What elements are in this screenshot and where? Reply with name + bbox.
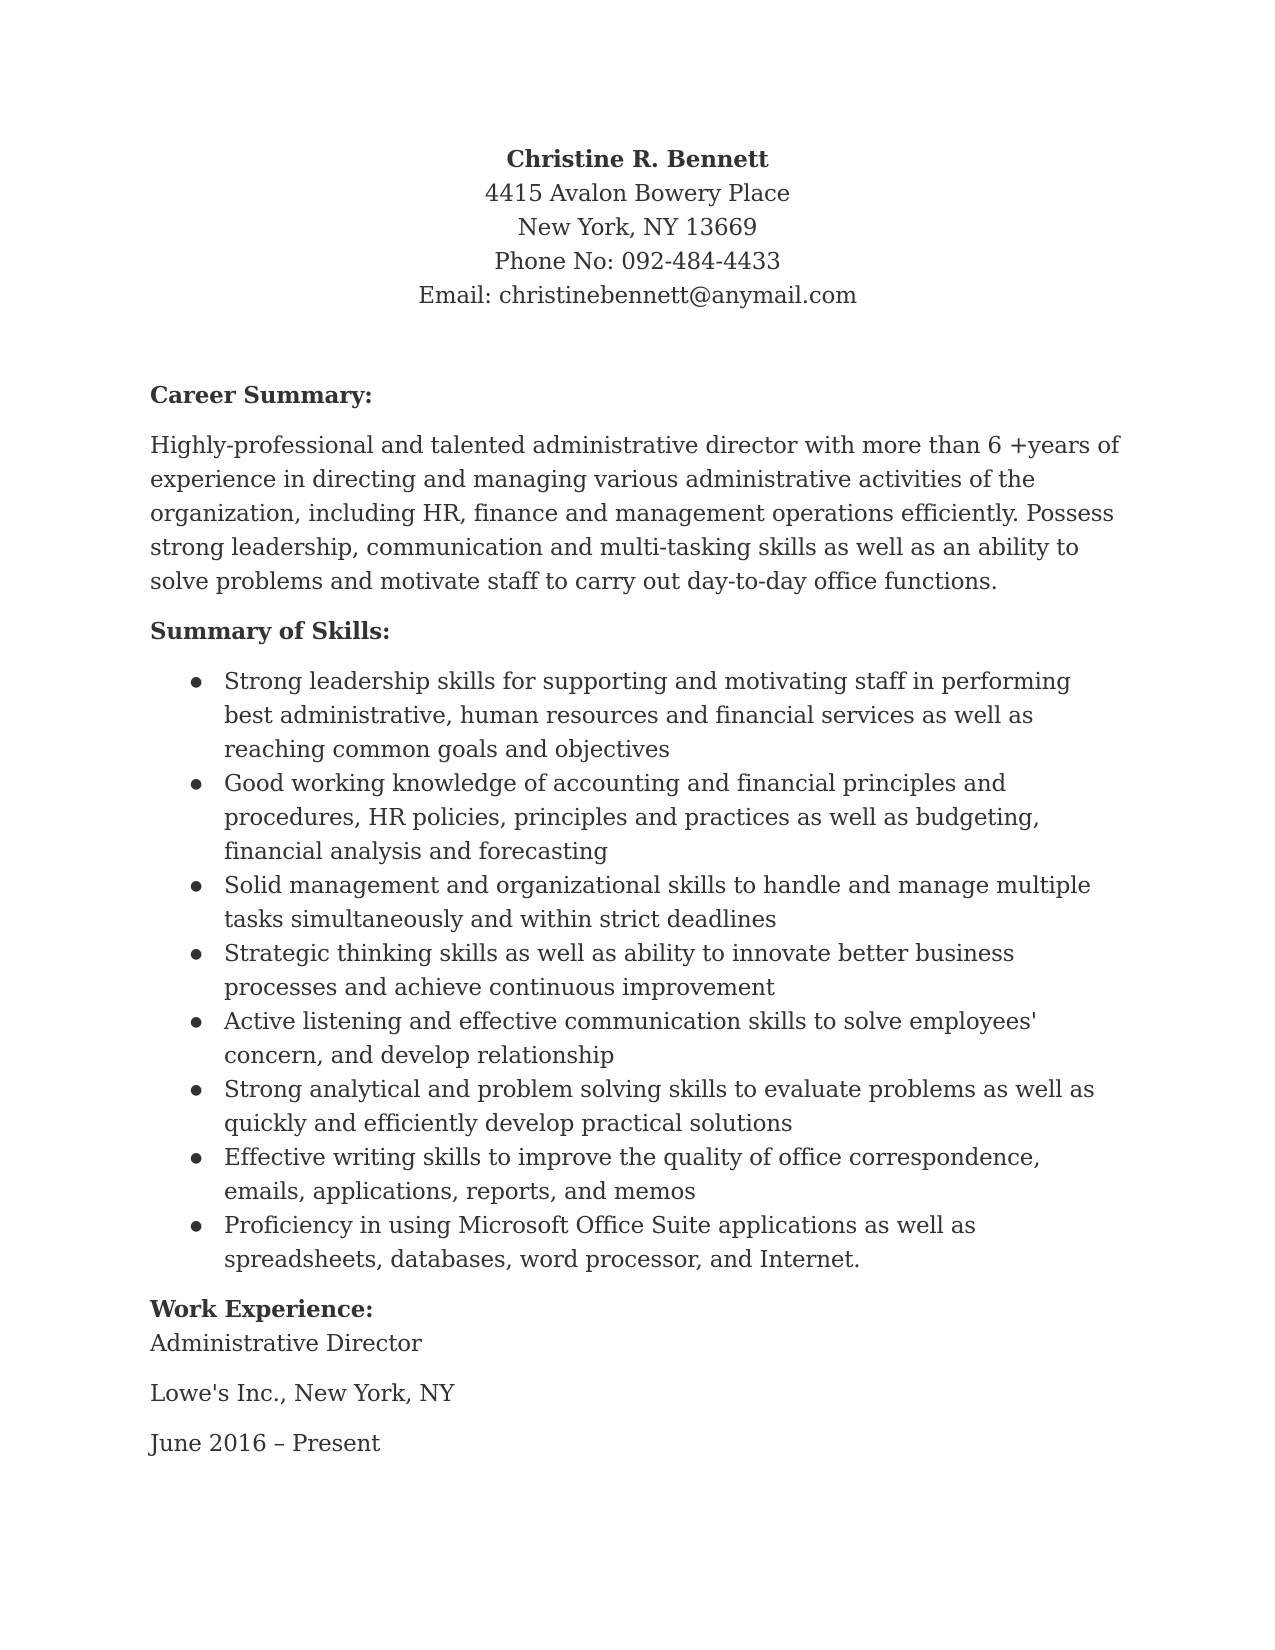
employment-dates: June 2016 – Present xyxy=(150,1431,381,1457)
skill-text: Strong analytical and problem solving skills to evaluate problems as well as quickly and efficiently develop practical solutions xyxy=(224,1077,1095,1137)
skill-item xyxy=(150,767,1125,869)
work-experience-heading: Work Experience: xyxy=(150,1296,374,1323)
bullet-icon: ● xyxy=(190,776,203,792)
address-line-1: 4415 Avalon Bowery Place xyxy=(484,181,791,207)
contact-header xyxy=(150,143,1125,313)
phone-number: Phone No: 092-484-4433 xyxy=(494,249,781,275)
skill-item xyxy=(150,1141,1125,1209)
skill-text: Strong leadership skills for supporting and motivating staff in performing best administrative, human resources and financial services as well as reaching common goals and objectives xyxy=(224,669,1071,763)
job-title: Administrative Director xyxy=(150,1331,422,1357)
skill-text: Good working knowledge of accounting and financial principles and procedures, HR policies, principles and practices as well as budgeting, financial analysis and forecasting xyxy=(224,771,1040,865)
bullet-icon: ● xyxy=(190,946,203,962)
skill-text: Active listening and effective communication skills to solve employees' concern, and develop relationship xyxy=(224,1009,1037,1069)
skill-item xyxy=(150,937,1125,1005)
resume-content xyxy=(150,143,1125,1461)
skill-item xyxy=(150,1209,1125,1277)
bullet-icon: ● xyxy=(190,1014,203,1030)
career-summary-heading: Career Summary: xyxy=(150,382,373,409)
skill-text: Proficiency in using Microsoft Office Suite applications as well as spreadsheets, databases, word processor, and Internet. xyxy=(224,1213,976,1273)
skill-item xyxy=(150,1005,1125,1073)
skill-item xyxy=(150,1073,1125,1141)
skill-text: Strategic thinking skills as well as ability to innovate better business processes and achieve continuous improvement xyxy=(224,941,1015,1001)
email-address: Email: christinebennett@anymail.com xyxy=(418,283,857,309)
skills-list xyxy=(150,665,1125,1277)
bullet-icon: ● xyxy=(190,674,203,690)
skill-item xyxy=(150,665,1125,767)
skills-heading: Summary of Skills: xyxy=(150,618,391,645)
applicant-name: Christine R. Bennett xyxy=(506,146,769,173)
skill-item xyxy=(150,869,1125,937)
bullet-icon: ● xyxy=(190,878,203,894)
bullet-icon: ● xyxy=(190,1082,203,1098)
bullet-icon: ● xyxy=(190,1218,203,1234)
skill-text: Solid management and organizational skills to handle and manage multiple tasks simultaneously and within strict deadlines xyxy=(224,873,1091,933)
skill-text: Effective writing skills to improve the quality of office correspondence, emails, applications, reports, and memos xyxy=(224,1145,1041,1205)
career-summary-text: Highly-professional and talented administrative director with more than 6 +years of experience in directing and managing various administrative activities of the organization, including HR, finance and management operations efficiently. Possess strong leadership, communication and multi-tasking skills as well as an ability to solve problems and motivate staff to carry out day-to-day office functions. xyxy=(150,433,1120,595)
company-location: Lowe's Inc., New York, NY xyxy=(150,1381,455,1407)
bullet-icon: ● xyxy=(190,1150,203,1166)
address-line-2: New York, NY 13669 xyxy=(517,215,758,241)
